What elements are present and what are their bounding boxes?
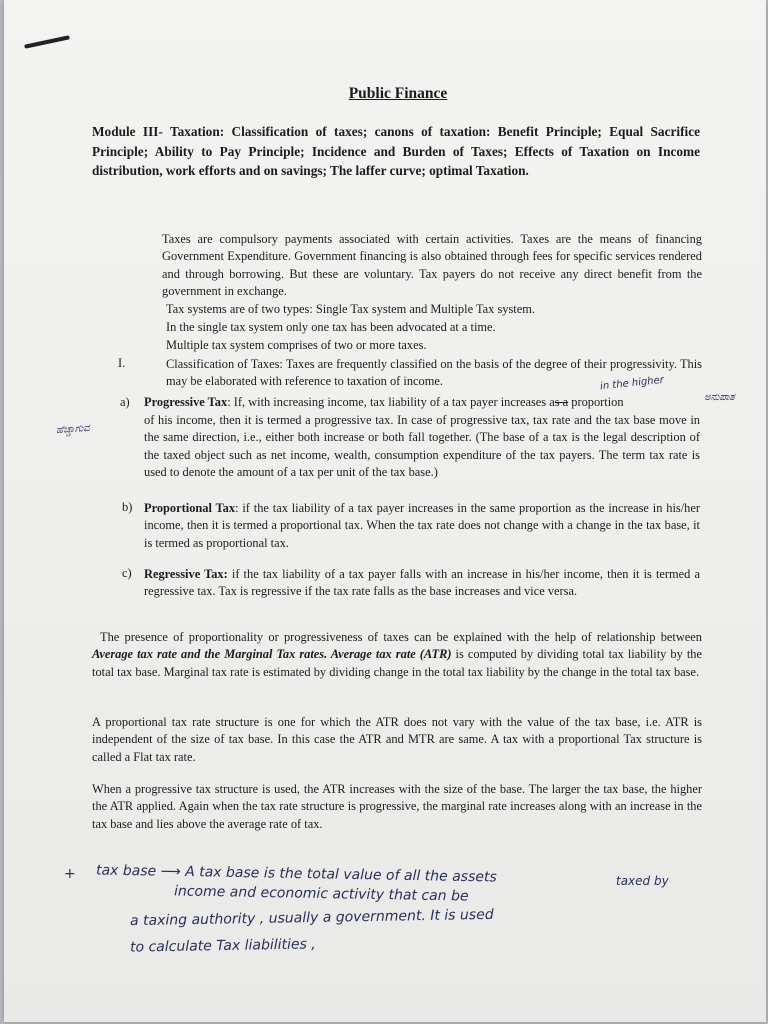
item-a-line1-pre: : If, with increasing income, tax liability of a tax payer increases a bbox=[227, 395, 555, 409]
item-b-marker: b) bbox=[122, 500, 133, 514]
handwritten-star: + bbox=[64, 866, 76, 882]
item-b-label: Proportional Tax bbox=[144, 501, 236, 515]
page-title: Public Finance bbox=[348, 85, 448, 102]
handwritten-line-4: to calculate Tax liabilities , bbox=[129, 936, 316, 956]
pen-mark bbox=[24, 35, 70, 48]
handwritten-line-1-above: taxed by bbox=[616, 874, 669, 888]
paragraph-atr-mtr-pre: The presence of proportionality or progressiveness of taxes can be explained with the help of relationship between bbox=[100, 630, 702, 644]
item-c-label: Regressive Tax: bbox=[144, 567, 228, 581]
paragraph-progressive: When a progressive tax structure is used, the ATR increases with the size of the base. The larger the tax base, the higher the ATR applied. Again when the tax rate structure is progressive, the marginal rate increases along with an increase in the tax base and lies above the average rate of tax. bbox=[92, 782, 702, 831]
item-a-text: of his income, then it is termed a progressive tax. In case of progressive tax, tax rate and the tax base move in the same direction, i.e., either both increase or both fall together. (The base of a tax is the legal description of the taxed object such as net income, wealth, consumption expenditure of the tax payers. The term tax rate is used to denote the amount of a tax per unit of the tax base.) bbox=[144, 413, 700, 479]
tax-systems-line-1: Tax systems are of two types: Single Tax system and Multiple Tax system. bbox=[166, 302, 535, 316]
handwritten-line-2: income and economic activity that can be bbox=[173, 883, 469, 905]
paragraph-atr-mtr-emphasis: Average tax rate and the Marginal Tax rates. Average tax rate (ATR) bbox=[92, 647, 452, 662]
section-i-text: Classification of Taxes: Taxes are frequently classified on the basis of the degree of their progressivity. This may be elaborated with reference to taxation of income. bbox=[166, 357, 702, 389]
item-c-text bbox=[144, 566, 700, 601]
paragraph-atr-mtr bbox=[92, 629, 702, 681]
item-a-line1-post: proportion bbox=[568, 395, 624, 409]
module-heading: Module III- Taxation: Classification of taxes; canons of taxation: Benefit Principle; Equal Sacrifice Principle; Ability to Pay Principle; Incidence and Burden of Taxes; Effects of Taxation on Income distribution, work efforts and on savings; The laffer curve; optimal Taxation. bbox=[92, 124, 700, 178]
item-c-marker: c) bbox=[122, 566, 132, 580]
handwritten-note-margin-right: ಅನುಪಾತ bbox=[704, 392, 735, 403]
tax-systems-line-2: In the single tax system only one tax has been advocated at a time. bbox=[166, 320, 496, 334]
handwritten-line-3: a taxing authority , usually a government. It is used bbox=[129, 906, 494, 930]
handwritten-line-1: tax base ⟶ A tax base is the total value of all the assets bbox=[95, 862, 497, 886]
item-b-body: : if the tax liability of a tax payer increases in the same proportion as the increase in his/her income, then it is termed a proportional tax. When the tax rate does not change with a change in the tax base, it is termed as proportional tax. bbox=[144, 501, 700, 550]
tax-systems-line-3: Multiple tax system comprises of two or more taxes. bbox=[166, 338, 427, 352]
item-c-body: if the tax liability of a tax payer falls with an increase in his/her income, then it is termed a regressive tax. Tax is regressive if the tax rate falls as the base increases and vice versa. bbox=[144, 567, 700, 599]
item-a-struck: s a bbox=[554, 395, 569, 409]
intro-paragraph: Taxes are compulsory payments associated with certain activities. Taxes are the means of financing Government Expenditure. Government financing is also obtained through fees for specific services rendered and through borrowing. But these are voluntary. Tax payers do not receive any direct benefit from the government in exchange. bbox=[162, 232, 702, 298]
paragraph-proportional: A proportional tax rate structure is one for which the ATR does not vary with the value of the tax base, i.e. ATR is independent of the size of tax base. In this case the ATR and MTR are same. A tax with a proportional Tax structure is called a Flat tax rate. bbox=[92, 715, 702, 764]
item-a-marker: a) bbox=[120, 395, 130, 409]
item-a-label: Progressive Tax bbox=[144, 395, 228, 409]
item-b-text bbox=[144, 500, 700, 552]
document-page bbox=[4, 0, 766, 1022]
handwritten-note-margin-left: ಹೆಚ್ಚಾಗುವ bbox=[55, 422, 91, 437]
item-a-first-line bbox=[144, 395, 624, 410]
handwritten-note-in-the-higher: in the higher bbox=[599, 374, 665, 393]
section-i-marker: I. bbox=[118, 356, 126, 370]
paragraph-atr-mtr-post: is computed by dividing total tax liability by the total tax base. Marginal tax rate is estimated by dividing change in the total tax liability by the change in the total tax base. bbox=[92, 647, 702, 679]
